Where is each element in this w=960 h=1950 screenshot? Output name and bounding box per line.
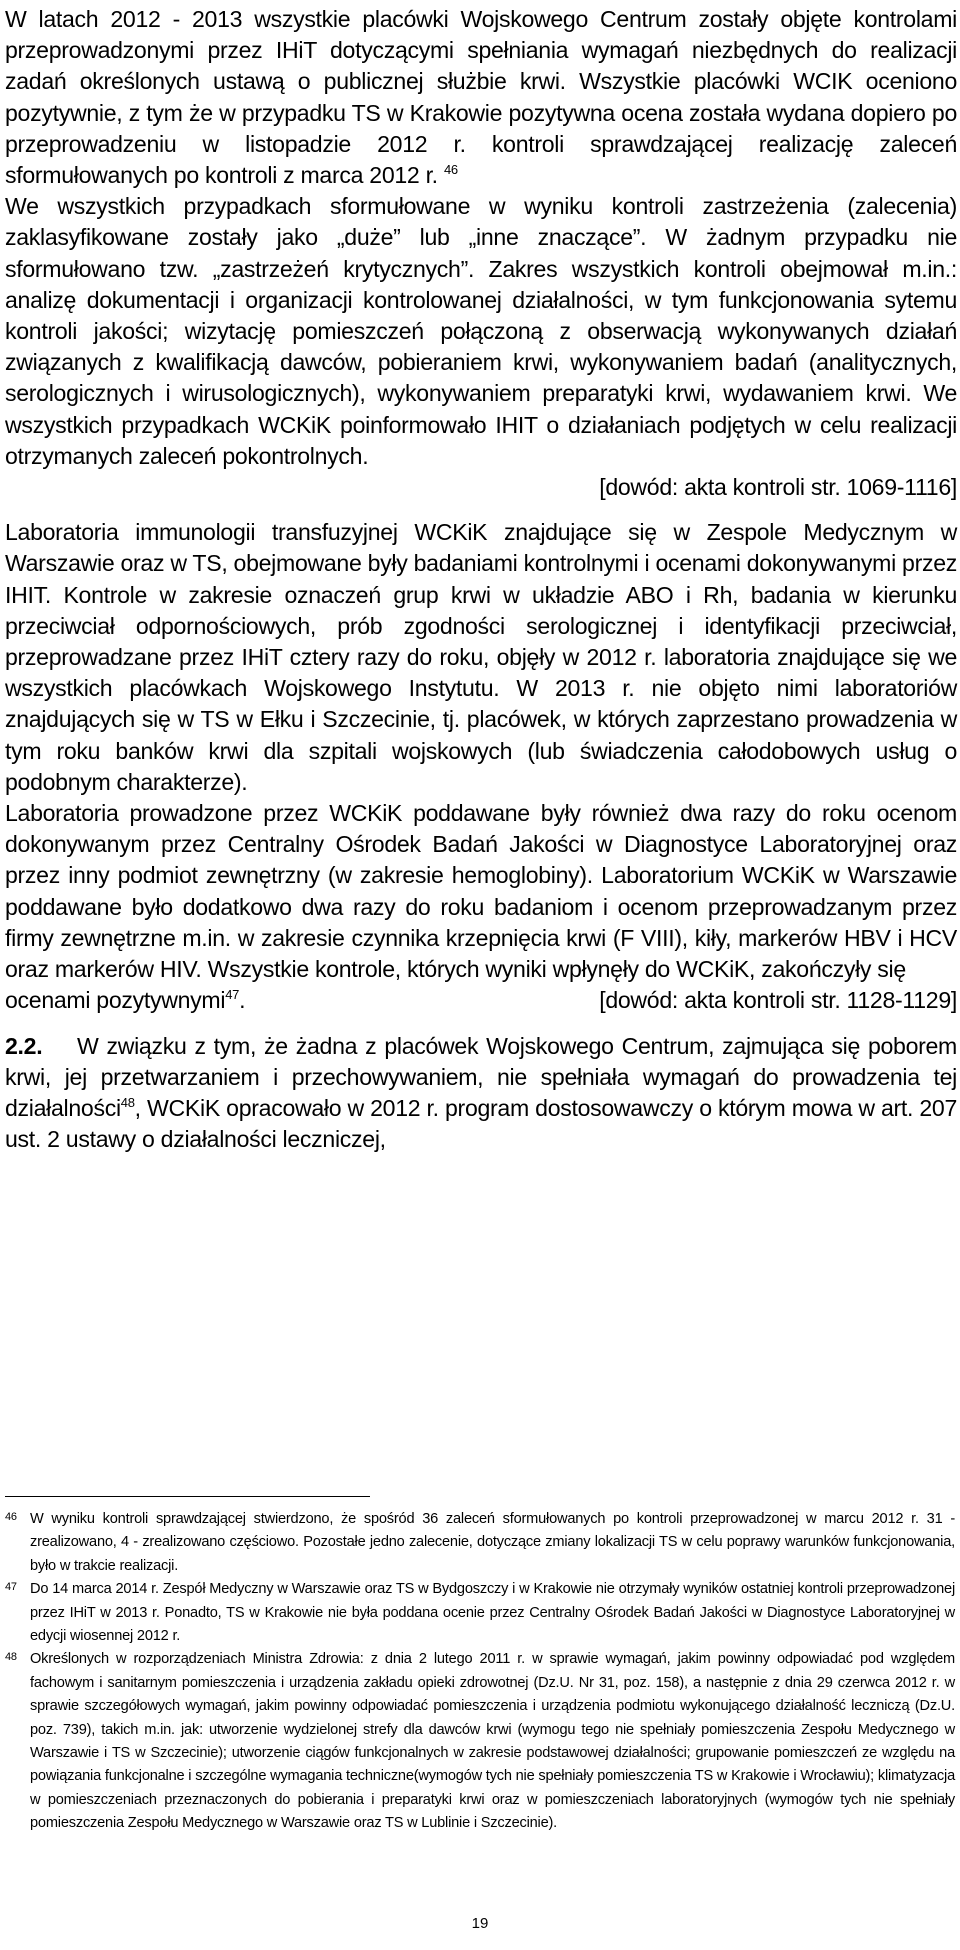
paragraph-inspections-2012-2013: W latach 2012 - 2013 wszystkie placówki Wojskowego Centrum zostały objęte kontrolami przeprowadzonymi przez IHiT dotyczącymi spełniania wymagań niezbędnych do realizacji zadań określonych ustawą o publicznej służbie krwi. Wszystkie placówki WCIK oceniono pozytywnie, z tym że w przypadku TS w Krakowie pozytywna ocena została wydana dopiero po przeprowadzeniu w listopadzie 2012 r. kontroli sprawdzającej realizację zaleceń sformułowanych po kontroli z marca 2012 r. $^{46}$ — [5, 6, 957, 189]
footnote-48 — [5, 1648, 955, 1835]
page-number: 19 — [471, 1915, 489, 1932]
footnote-separator — [5, 1496, 370, 1497]
footnote-ref-46: 46 — [443, 162, 458, 178]
paragraph-assessments-last-line: ocenami pozytywnymi$^{47}$. [dowód: akta kontroli str. 1128-1129] — [5, 985, 957, 1016]
paragraph-external-assessments: Laboratoria prowadzone przez WCKiK poddawane były również dwa razy do roku ocenom dokonywanym przez Centralny Ośrodek Badań Jakości w Diagnostyce Laboratoryjnej oraz przez inny podmiot zewnętrzny (w zakresie hemoglobiny). Laboratorium WCKiK w Warszawie poddawane było dodatkowo dwa razy do roku badaniom i ocenom przeprowadzanym przez firmy zewnętrzne m.in. w zakresie czynnika krzepnięcia krwi (F VIII), kiły, markerów HBV i HCV oraz markerów HIV. Wszystkie kontrole, których wyniki wpłynęły do WCKiK, zakończyły się — [5, 800, 957, 983]
footnote-number: 47 — [5, 1581, 17, 1594]
footnote-47 — [5, 1578, 955, 1648]
section-2-2-paragraph: 2.2. W związku z tym, że żadna z placówek Wojskowego Centrum, zajmująca się poborem krwi, jej przetwarzaniem i przechowywaniem, nie spełniała wymagań do prowadzenia tej działalności$^{48}$, WCKiK opracowało w 2012 r. program dostosowawczy o którym mowa w art. 207 ust. 2 ustawy o działalności leczniczej, — [5, 1032, 957, 1153]
footnote-number: 48 — [5, 1651, 17, 1664]
evidence-citation-2: [dowód: akta kontroli str. 1128-1129] — [599, 987, 957, 1014]
footnote-46 — [5, 1508, 955, 1578]
paragraph-recommendations: We wszystkich przypadkach sformułowane w wyniku kontroli zastrzeżenia (zalecenia) zaklasyfikowane zostały jako „duże” lub „inne znaczące”. W żadnym przypadku nie sformułowano tzw. „zastrzeżeń krytycznych”. Zakres wszystkich kontroli obejmował m.in.: analizę dokumentacji i organizacji kontrolowanej działalności, w tym funkcjonowania sytemu kontroli jakości; wizytację pomieszczeń połączoną z obserwacją wykonywanych działań związanych z kwalifikacją dawców, pobieraniem krwi, wykonywaniem badań (analitycznych, serologicznych i wirusologicznych), wykonywaniem preparatyki krwi, wydawaniem krwi. We wszystkich przypadkach WCKiK poinformowało IHIT o działaniach podjętych w celu realizacji otrzymanych zaleceń pokontrolnych. — [5, 193, 957, 469]
footnote-ref-47: 47 — [225, 987, 240, 1003]
section-number: 2.2. — [5, 1032, 43, 1059]
evidence-citation-1: [dowód: akta kontroli str. 1069-1116] — [599, 474, 957, 501]
footnote-text: Określonych w rozporządzeniach Ministra Zdrowia: z dnia 2 lutego 2011 r. w sprawie wymagań, jakim powinny odpowiadać pod względem fachowym i sanitarnym pomieszczenia i urządzenia zakładu opieki zdrowotnej (Dz.U. Nr 31, poz. 158), a następnie z dnia 29 czerwca 2012 r. w sprawie szczegółowych wymagań, jakim powinny odpowiadać pomieszczenia i urządzenia podmiotu wykonującego działalność leczniczą (Dz.U. poz. 739), takich m.in. jak: utworzenie wydzielonej strefy dla dawców krwi (wymogu tego nie spełniały pomieszczenia Zespołu Medycznego w Warszawie i TS w Szczecinie); utworzenie ciągów funkcjonalnych w zakresie podstawowej działalności; grupowanie pomieszczeń ze względu na powiązania funkcjonalne i szczególne wymagania techniczne(wymogów tych nie spełniały pomieszczenia TS w Krakowie i Wrocławiu); klimatyzacja w pomieszczeniach przeznaczonych do pobierania i preparatyki krwi oraz w pomieszczeniach laboratoryjnych (wymogów tych nie spełniały pomieszczenia Zespołu Medycznego w Warszawie oraz TS w Lublinie i Szczecinie). — [30, 1651, 955, 1832]
main-text — [5, 4, 957, 1155]
footnote-text: W wyniku kontroli sprawdzającej stwierdzono, że spośród 36 zaleceń sformułowanych po kontroli przeprowadzonej w marcu 2012 r. 31 - zrealizowano, 4 - zrealizowano częściowo. Pozostałe jedno zalecenie, dotyczące zmiany lokalizacji TS w celu poprawy warunków funkcjonowania, było w trakcie realizacji. — [30, 1511, 955, 1574]
footnote-number: 46 — [5, 1511, 17, 1523]
paragraph-laboratories: Laboratoria immunologii transfuzyjnej WCKiK znajdujące się w Zespole Medycznym w Warszawie oraz w TS, obejmowane były badaniami kontrolnymi i ocenami dokonywanymi przez IHIT. Kontrole w zakresie oznaczeń grup krwi w układzie ABO i Rh, badania w kierunku przeciwciał odpornościowych, prób zgodności serologicznej i identyfikacji przeciwciał, przeprowadzane przez IHiT cztery razy do roku, objęły w 2012 r. laboratoria znajdujące się we wszystkich placówkach Wojskowego Instytutu. W 2013 r. nie objęto nimi laboratoriów znajdujących się w TS w Ełku i Szczecinie, tj. placówek, w których zaprzestano prowadzenia w tym roku banków krwi dla szpitali wojskowych (lub świadczenia całodobowych usług o podobnym charakterze). — [5, 519, 957, 795]
footnote-text: Do 14 marca 2014 r. Zespół Medyczny w Warszawie oraz TS w Bydgoszczy i w Krakowie nie otrzymały wyników ostatniej kontroli przeprowadzonej przez IHiT w 2013 r. Ponadto, TS w Krakowie nie była poddana ocenie przez Centralny Ośrodek Badań Jakości w Diagnostyce Laboratoryjnej w edycji wiosennej 2012 r. — [30, 1581, 955, 1645]
footnotes — [5, 1508, 955, 1836]
footnote-ref-48: 48 — [120, 1094, 135, 1110]
